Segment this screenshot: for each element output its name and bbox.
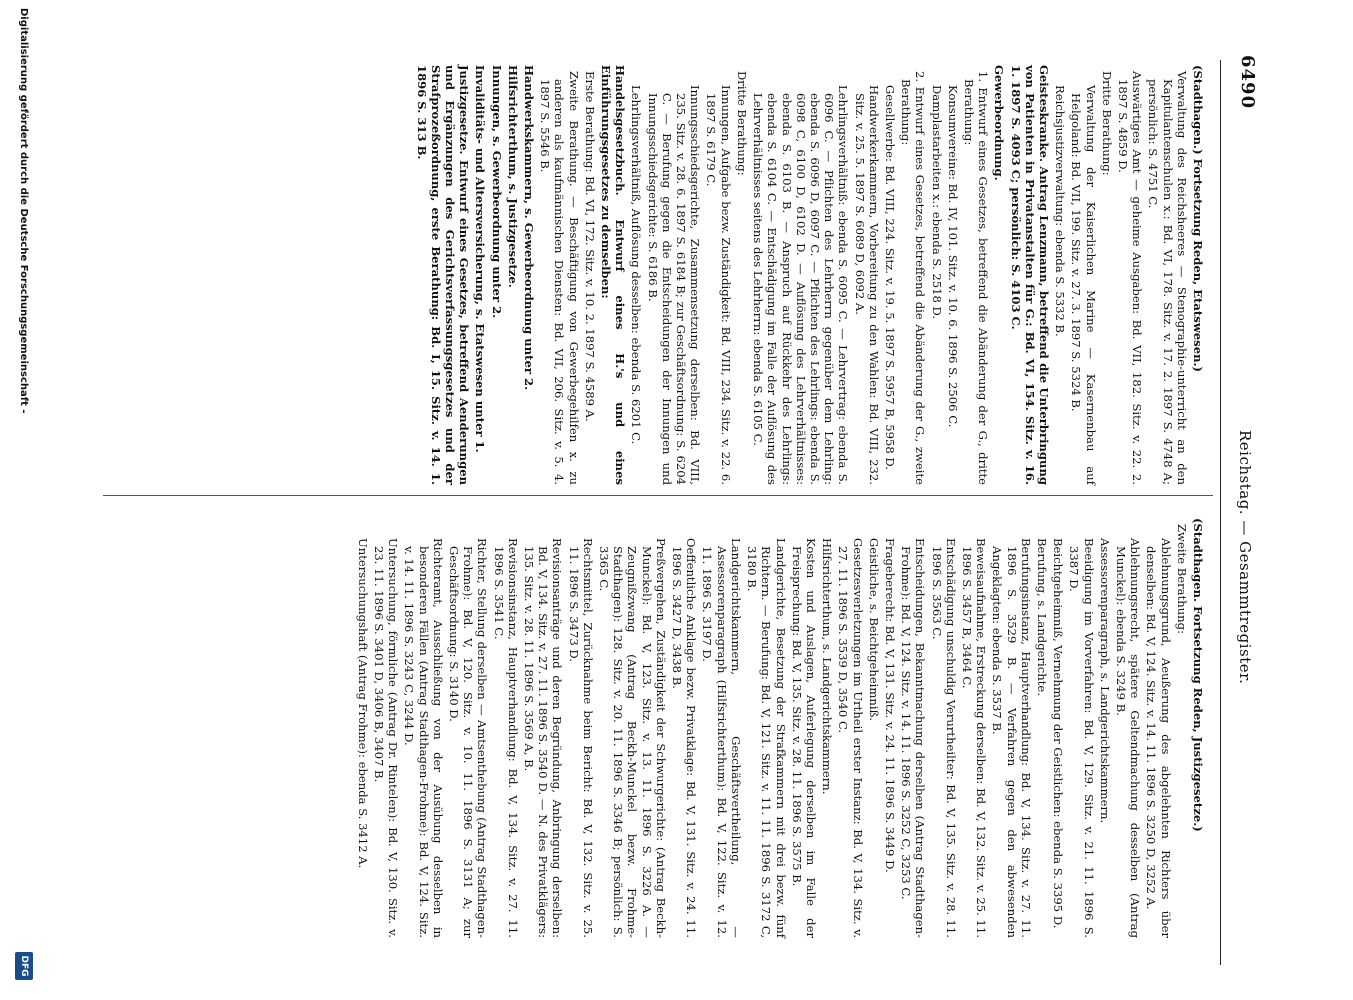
index-entry: Dritte Berathung: bbox=[1099, 71, 1114, 176]
index-entry: Berufungsinstanz, Hauptverhandlung: Bd. V, 134. Sitz. v. 27. 11. 1896 S. 3529 B. — Verfahren gegen den abwesenden Angeklagten: ebenda S. 3537 B. bbox=[990, 538, 1033, 938]
index-entry: Dritte Berathung: bbox=[734, 71, 749, 176]
index-entry: Untersuchungshaft (Antrag Frohme): ebenda S. 3412 A. bbox=[355, 538, 370, 869]
index-entry: Zweite Berathung. — Beschäftigung von Gewerbegehilfen x. zu anderen als kaufmännischen Diensten: Bd. VII, 206. Sitz. v. 5. 4. 1897 S. 5546 B. bbox=[538, 71, 581, 485]
index-entry: Oeffentliche Anklage bezw. Privatklage: Bd. V, 131. Sitz. v. 24. 11. 1896 S. 3427 D, 3438 B. bbox=[670, 538, 699, 938]
index-entry: Preßvergehen, Zuständigkeit der Schwurgerichte: (Antrag Beckh-Munckel): Bd. V, 123. Sitz. v. 13. 11. 1896 S. 3226 A. — Zeugnißzwang (Antrag Beckh-Munckel bezw. Frohme-Stadthagen): 128. Sitz. v. 20. 11. 1896 S. 3346 B; persönlich: S. 3365 C. bbox=[597, 538, 668, 938]
index-entry: 2. Entwurf eines Gesetzes, betreffend die Abänderung der G., zweite Berathung: bbox=[899, 71, 928, 485]
index-entry: Lehrlingsverhältniß, Auflösung desselben: ebenda S. 6201 C. bbox=[629, 85, 644, 445]
index-entry: 1. Entwurf eines Gesetzes, betreffend die Abänderung der G., dritte Berathung: bbox=[961, 71, 991, 485]
index-heading: Justizgesetze. Entwurf eines Gesetzes, betreffend Aenderungen und Ergänzungen des Gerichtsverfassungsgesetzes und der Strafprozeßordnung, erste Berathung: Bd. I, 15. Sitz. v. 14. 1. 1896 S. 313 B. bbox=[414, 65, 472, 485]
index-entry: Assessorenparagraph, s. Landgerichtskammern. bbox=[1097, 538, 1112, 824]
index-entry: Untersuchung, förmliche (Antrag Dr. Rintelen): Bd. V, 130. Sitz. v. 23. 11. 1896 S. 3401 D, 3406 B, 3407 B. bbox=[372, 538, 401, 938]
header-rule bbox=[1220, 60, 1221, 965]
index-entry: Gesetzesverletzungen im Urtheil erster Instanz: Bd. V, 134. Sitz. v. 27. 11. 1896 S. 3539 D, 3540 C. bbox=[836, 538, 865, 938]
index-entry: Verwaltung des Reichsheeres — Stenographie-unterricht an den Kapitulantenschulen x.: Bd. VI, 178. Sitz. v. 17. 2. 1897 S. 4748 A; persönlich: S. 4751 C. bbox=[1146, 71, 1189, 485]
index-entry: Richter, Stellung derselben — Amtsenthebung (Antrag Stadthagen-Frohme): Bd. V, 120. Sitz. v. 10. 11. 1896 S. 3131 A; zur Geschäftsordnung: S. 3140 D. bbox=[447, 538, 490, 938]
index-entry: Erste Berathung: Bd. VI, 172. Sitz. v. 10. 2. 1897 S. 4589 A. bbox=[582, 71, 597, 422]
page-number: 6490 bbox=[1237, 55, 1258, 110]
page-header bbox=[1218, 0, 1258, 1000]
index-entry: Entscheidungen, Bekanntmachung derselben (Antrag Stadthagen-Frohme): Bd. V, 124. Sitz. v. 14. 11. 1896 S. 3252 C, 3253 C. bbox=[899, 538, 928, 938]
index-entry: Frageberecht: Bd. V, 131. Sitz. v. 24. 11. 1896 S. 3449 D. bbox=[882, 538, 897, 873]
index-entry: Beeidigung im Vorverfahren: Bd. V, 129. Sitz. v. 21. 11. 1896 S. 3387 D. bbox=[1067, 538, 1096, 938]
index-heading: Hilfsrichterthum, s. Justizgesetze. bbox=[505, 65, 520, 288]
index-entry: Beweisaufnahme, Erstreckung derselben: Bd. V, 132. Sitz. v. 25. 11. 1896 S. 3457 B, 3464 C. bbox=[959, 538, 989, 938]
index-entry: Landgerichte, Besetzung der Strafkammern mit drei bezw. fünf Richtern. — Berufung: Bd. V, 121. Sitz. v. 11. 11. 1896 S. 3172 C, 3180 B. bbox=[745, 538, 788, 938]
index-entry: Beichtgeheimniß, Vernehmung der Geistlichen: ebenda S. 3395 D. bbox=[1051, 538, 1066, 929]
index-entry: Hilfsrichterthum, s. Landgerichtskammern. bbox=[820, 538, 835, 795]
index-entry: Rechtsmittel, Zurücknahme beim Bericht: Bd. V, 132. Sitz. v. 25. 11. 1896 S. 3473 D. bbox=[566, 538, 595, 938]
index-heading: Handwerkskammern, s. Gewerbeordnung unter 2. bbox=[522, 65, 537, 391]
index-heading: Invaliditäts- und Altersversicherung, s. Etatswesen unter 1. bbox=[473, 65, 488, 453]
index-entry: Auswärtiges Amt — geheime Ausgaben: Bd. VII, 182. Sitz. v. 22. 2. 1897 S. 4859 D. bbox=[1115, 71, 1145, 485]
index-entry: Innungen, Aufgabe bezw. Zuständigkeit: Bd. VIII, 234. Sitz. v. 22. 6. 1897 S. 6179 C. bbox=[704, 85, 733, 485]
footer bbox=[5, 0, 45, 1000]
index-entry: Innungsschiedsgerichte, Zusammensetzung derselben: Bd. VIII, 235. Sitz. v. 28. 6. 1897 S. 6184 B; zur Geschäftsordnung: S. 6204 C. — Berufung gegen die Entscheidungen der Innungen und Innungsschiedsgerichte: S. 6186 B. bbox=[645, 85, 703, 485]
index-entry: Richteramt, Ausschließung von der Ausübung desselben in besonderen Fällen (Antrag Stadthagen-Frohme): Bd. V, 124. Sitz. v. 14. 11. 1896 S. 3243 C, 3244 D. bbox=[402, 538, 445, 938]
dfg-logo: DFG bbox=[15, 952, 33, 980]
index-heading: (Stadthagen. Fortsetzung Reden, Justizgesetze.) bbox=[1191, 518, 1205, 832]
footer-credit: Digitalisierung gefördert durch die Deutsche Forschungsgemeinschaft - bbox=[18, 8, 29, 414]
index-entry: Konsumvereine: Bd. IV, 101. Sitz. v. 10. 6. 1896 S. 2506 C. bbox=[945, 85, 960, 428]
column-divider bbox=[103, 495, 1213, 496]
index-heading: (Stadthagen.) Fortsetzung Reden, Etatswesen.) bbox=[1191, 65, 1205, 373]
running-title: Reichstag. — Gesammtregister. bbox=[1236, 430, 1254, 685]
index-heading: Handelsgesetzbuch. Entwurf eines H.'s und eines Einführungsgesetzes zu demselben: bbox=[599, 65, 628, 485]
index-entry: Handwerkerkammern, Vorbereitung zu den Wahlen: Bd. VIII, 232. Sitz. v. 25. 5. 1897 S. 6089 D, 6092 A. bbox=[852, 85, 881, 485]
index-entry: Landgerichtskammern, Geschäftsvertheilung, — Assessorenparagraph (Hilfsrichterthum): Bd. V, 122. Sitz. v. 12. 11. 1896 S. 3197 D. bbox=[700, 538, 743, 938]
index-entry: Berufung, s. Landgerichte. bbox=[1034, 538, 1049, 696]
right-column bbox=[354, 518, 1205, 938]
index-entry: Lehrlingsverhältniß: ebenda S. 6095 C. — Lehrvertrag: ebenda S. 6096 C. — Pflichten des Lehrherrn gegenüber dem Lehrling: ebenda S. 6096 D, 6097 C. — Pflichten des Lehrlings: ebenda S. 6098 C, 6100 D, 6102 D. — Auflösung des Lehrverhältnisses: ebenda S. 6103 B. — Anspruch auf Rückkehr des Lehrlings: ebenda S. 6104 C. — Entschädigung im Falle der Auflösung des Lehrverhältnisses seitens des Lehrherrn: ebenda S. 6105 C. bbox=[751, 85, 851, 485]
index-entry: Ablehnungsgrund, Aeußerung des abgelehnten Richters über denselben: Bd. V, 124. Sitz. v. 14. 11. 1896 S. 3250 D, 3252 A. bbox=[1144, 538, 1173, 938]
index-entry: Ablehnungsrecht, spätere Geltendmachung desselben (Antrag Munckel): ebenda S. 3249 B. bbox=[1113, 538, 1143, 938]
index-heading: Geisteskranke. Antrag Lenzmann, betreffend die Unterbringung von Patienten in Privatanstalten für G.: Bd. VI, 154. Sitz. v. 16. 1. 1897 S. 4093 C; persönlich: S. 4103 C. bbox=[1008, 65, 1051, 485]
index-entry: Kosten und Auslagen, Auferlegung derselben im Falle der Freisprechung: Bd. V, 135. Sitz. v. 28. 11. 1896 S. 3575 B. bbox=[789, 538, 818, 938]
index-entry: Geistliche, s. Beichtgeheimniß. bbox=[866, 538, 881, 721]
left-column bbox=[412, 65, 1205, 485]
index-entry: Zweite Berathung: bbox=[1174, 524, 1189, 634]
index-entry: Revisionsanträge und deren Begründung, Anbringung derselben: Bd. V, 134. Sitz. v. 27. 11. 1896 S. 3540 D. — N. des Privatklägers: 135. Sitz. v. 28. 11. 1896 S. 3569 A, B. bbox=[522, 538, 565, 938]
index-heading: Innungen, s. Gewerbeordnung unter 2. bbox=[489, 65, 504, 319]
index-entry: Verwaltung der Kaiserlichen Marine — Kasernenbau auf Helgoland: Bd. VII, 199. Sitz. v. 27. 3. 1897 S. 5324 B. bbox=[1069, 85, 1098, 485]
index-entry: Damplastarbeiten x.: ebenda S. 2518 D. bbox=[929, 85, 944, 320]
index-entry: Entschädigung unschuldig Verurtheilter: Bd. V, 135. Sitz. v. 28. 11. 1896 S. 3563 C. bbox=[929, 538, 958, 938]
index-entry: Revisionsinstanz, Hauptverhandlung: Bd. V, 134. Sitz. v. 27. 11. 1896 S. 3541 C. bbox=[491, 538, 520, 938]
index-entry: Gesellwerbe: Bd. VIII, 224. Sitz. v. 19. 5. 1897 S. 5957 B, 5958 D. bbox=[882, 85, 897, 470]
index-heading: Gewerbeordnung. bbox=[992, 65, 1007, 181]
index-entry: Reichsjustizverwaltung: ebenda S. 5332 B. bbox=[1053, 85, 1068, 337]
